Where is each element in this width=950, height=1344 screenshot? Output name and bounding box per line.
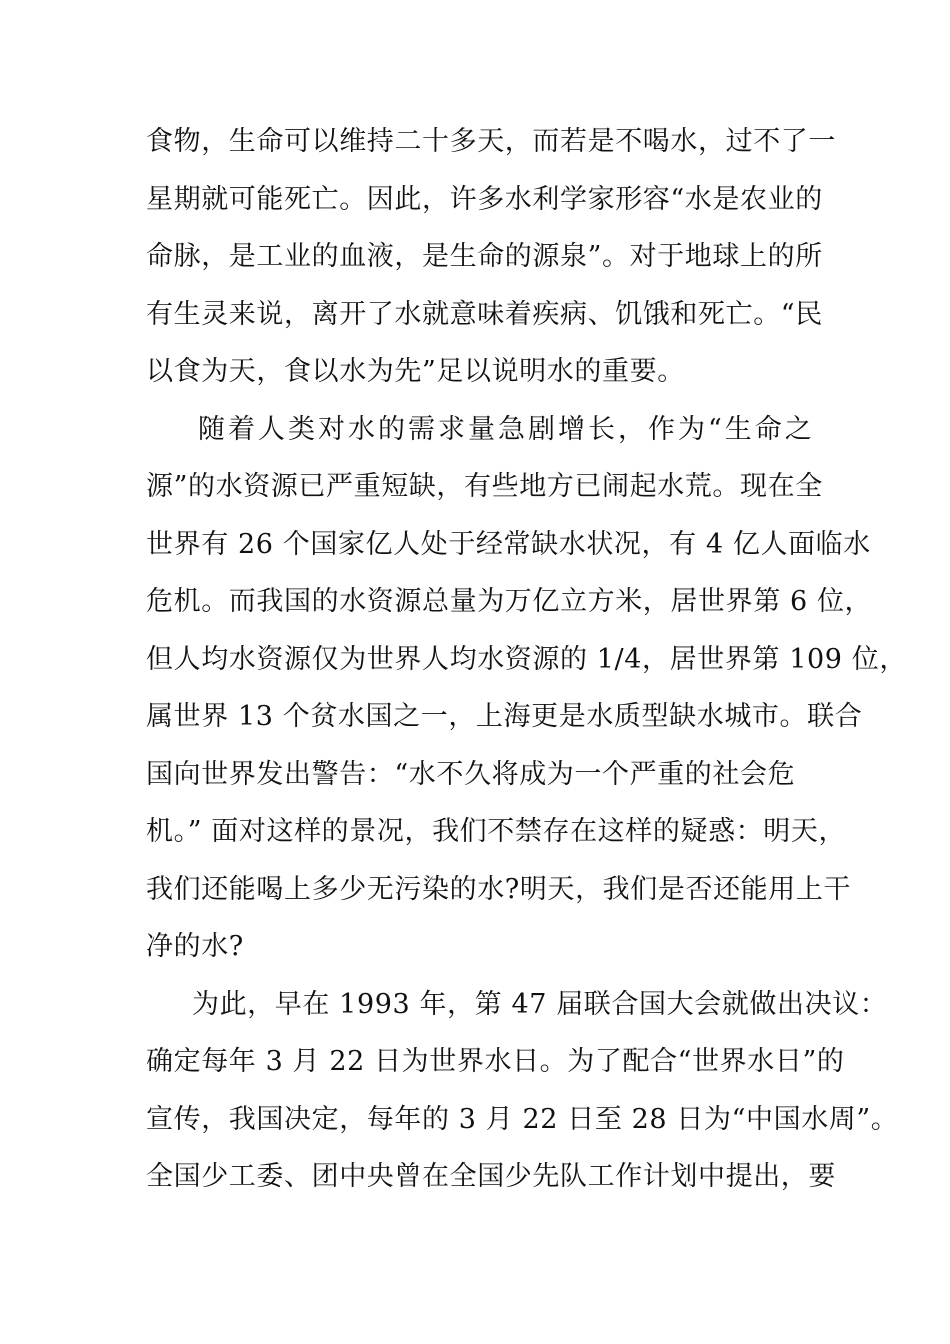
text-line-15: 净的水? — [146, 931, 244, 962]
text-line-17: 确定每年 3 月 22 日为世界水日。为了配合“世界水日”的 — [146, 1046, 845, 1077]
text-line-2: 星期就可能死亡。因此，许多水利学家形容“水是农业的 — [146, 184, 823, 215]
text-line-1: 食物，生命可以维持二十多天，而若是不喝水，过不了一 — [146, 126, 836, 157]
text-line-3: 命脉，是工业的血液，是生命的源泉”。对于地球上的所 — [146, 241, 823, 272]
text-line-16: 为此，早在 1993 年，第 47 届联合国大会就做出决议： — [192, 989, 888, 1020]
text-line-19: 全国少工委、团中央曾在全国少先队工作计划中提出，要 — [146, 1161, 836, 1192]
text-line-10: 但人均水资源仅为世界人均水资源的 1/4，居世界第 109 位， — [146, 644, 907, 675]
text-line-6: 随着人类对水的需求量急剧增长，作为“生命之 — [198, 414, 815, 445]
text-line-9: 危机。而我国的水资源总量为万亿立方米，居世界第 6 位， — [146, 586, 873, 617]
text-line-13: 机。” 面对这样的景况，我们不禁存在这样的疑惑：明天， — [146, 816, 847, 847]
text-line-18: 宣传，我国决定，每年的 3 月 22 日至 28 日为“中国水周”。 — [146, 1104, 899, 1135]
text-line-14: 我们还能喝上多少无污染的水?明天，我们是否还能用上干 — [146, 874, 852, 905]
text-line-7: 源”的水资源已严重短缺，有些地方已闹起水荒。现在全 — [146, 471, 823, 502]
text-line-4: 有生灵来说，离开了水就意味着疾病、饥饿和死亡。“民 — [146, 299, 823, 330]
text-line-12: 国向世界发出警告：“水不久将成为一个严重的社会危 — [146, 759, 796, 790]
text-line-11: 属世界 13 个贫水国之一，上海更是水质型缺水城市。联合 — [146, 701, 863, 732]
text-line-8: 世界有 26 个国家亿人处于经常缺水状况，有 4 亿人面临水 — [146, 529, 871, 560]
text-line-5: 以食为天，食以水为先”足以说明水的重要。 — [146, 356, 685, 387]
